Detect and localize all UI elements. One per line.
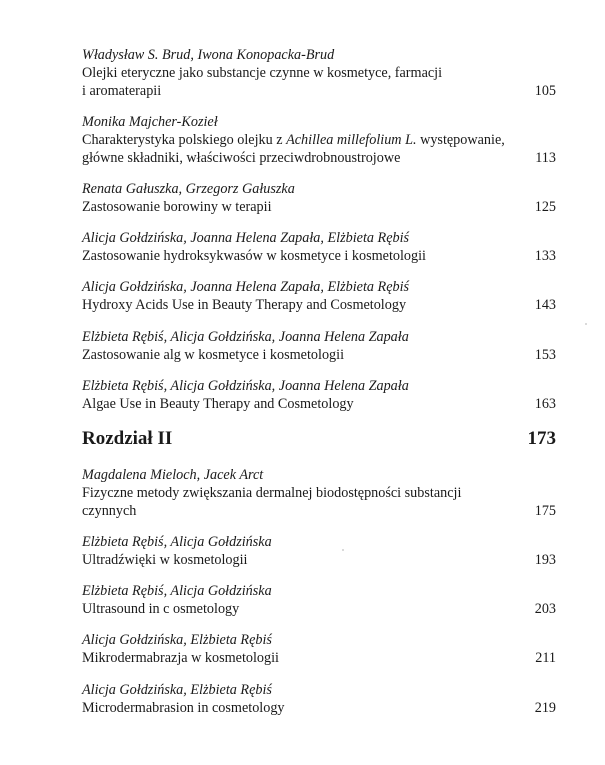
entry-authors: Alicja Gołdzińska, Elżbieta Rębiś — [82, 632, 272, 648]
entry-authors: Elżbieta Rębiś, Alicja Gołdzińska, Joanna Helena Zapała — [82, 378, 409, 394]
entry-title-line: Zastosowanie alg w kosmetyce i kosmetologii — [82, 347, 345, 363]
toc-entry — [82, 631, 556, 667]
entry-title-line: Hydroxy Acids Use in Beauty Therapy and Cosmetology — [82, 297, 407, 313]
chapter-page-number: 173 — [527, 428, 556, 449]
entry-page-number: 153 — [534, 347, 556, 363]
toc-entry — [82, 278, 556, 314]
species-name: Achillea millefolium L. — [286, 132, 417, 148]
entry-authors: Magdalena Mieloch, Jacek Arct — [82, 467, 264, 483]
entry-title-line: Microdermabrasion in cosmetology — [82, 700, 285, 716]
entry-title-line-rich: Charakterystyka polskiego olejku z Achillea millefolium L. występowanie, — [82, 132, 505, 148]
toc-entry — [82, 113, 556, 167]
entry-title-line: Ultrasound in c osmetology — [82, 601, 240, 617]
toc-entry — [82, 533, 556, 569]
entry-title-line: Algae Use in Beauty Therapy and Cosmetology — [82, 396, 354, 412]
toc-entry — [82, 46, 556, 100]
entry-page-number: 193 — [534, 552, 556, 568]
entry-authors: Alicja Gołdzińska, Joanna Helena Zapała, Elżbieta Rębiś — [82, 279, 410, 295]
chapter-title: Rozdział II — [82, 428, 173, 449]
entry-page-number: 211 — [535, 650, 556, 666]
entry-page-number: 203 — [534, 601, 556, 617]
entry-title-line: Olejki eteryczne jako substancje czynne w kosmetyce, farmacji — [82, 65, 443, 81]
entry-title-line: Ultradźwięki w kosmetologii — [82, 552, 248, 568]
entry-page-number: 219 — [534, 700, 556, 716]
scan-speck — [342, 549, 344, 551]
toc-entry — [82, 681, 556, 717]
entry-title-line: Zastosowanie hydroksykwasów w kosmetyce i kosmetologii — [82, 248, 426, 264]
entry-page-number: 105 — [534, 83, 556, 99]
toc-entry — [82, 229, 556, 265]
toc-entry — [82, 328, 556, 364]
entry-authors: Elżbieta Rębiś, Alicja Gołdzińska — [82, 534, 272, 550]
entry-page-number: 175 — [534, 503, 556, 519]
entry-authors: Elżbieta Rębiś, Alicja Gołdzińska — [82, 583, 272, 599]
entry-page-number: 125 — [534, 199, 556, 215]
entry-authors: Elżbieta Rębiś, Alicja Gołdzińska, Joanna Helena Zapała — [82, 329, 409, 345]
entry-page-number: 143 — [534, 297, 556, 313]
entry-authors: Renata Gałuszka, Grzegorz Gałuszka — [82, 181, 295, 197]
entry-title-line: główne składniki, właściwości przeciwdrobnoustrojowe — [82, 150, 401, 166]
entry-page-number: 163 — [534, 396, 556, 412]
toc-entry — [82, 377, 556, 413]
entry-page-number: 133 — [534, 248, 556, 264]
toc-entry — [82, 180, 556, 216]
entry-authors: Monika Majcher-Kozieł — [82, 114, 218, 130]
entry-title-line: i aromaterapii — [82, 83, 162, 99]
chapter-heading — [82, 428, 556, 454]
entry-authors: Alicja Gołdzińska, Joanna Helena Zapała, Elżbieta Rębiś — [82, 230, 410, 246]
toc-entry — [82, 582, 556, 618]
scan-speck — [585, 323, 587, 325]
entry-title-line: Fizyczne metody zwiększania dermalnej biodostępności substancji — [82, 485, 462, 501]
toc-entry — [82, 466, 556, 520]
entry-title-line: czynnych — [82, 503, 137, 519]
entry-title-line: Mikrodermabrazja w kosmetologii — [82, 650, 279, 666]
entry-title-line: Zastosowanie borowiny w terapii — [82, 199, 272, 215]
entry-authors: Władysław S. Brud, Iwona Konopacka-Brud — [82, 47, 335, 63]
entry-authors: Alicja Gołdzińska, Elżbieta Rębiś — [82, 682, 272, 698]
entry-page-number: 113 — [535, 150, 556, 166]
